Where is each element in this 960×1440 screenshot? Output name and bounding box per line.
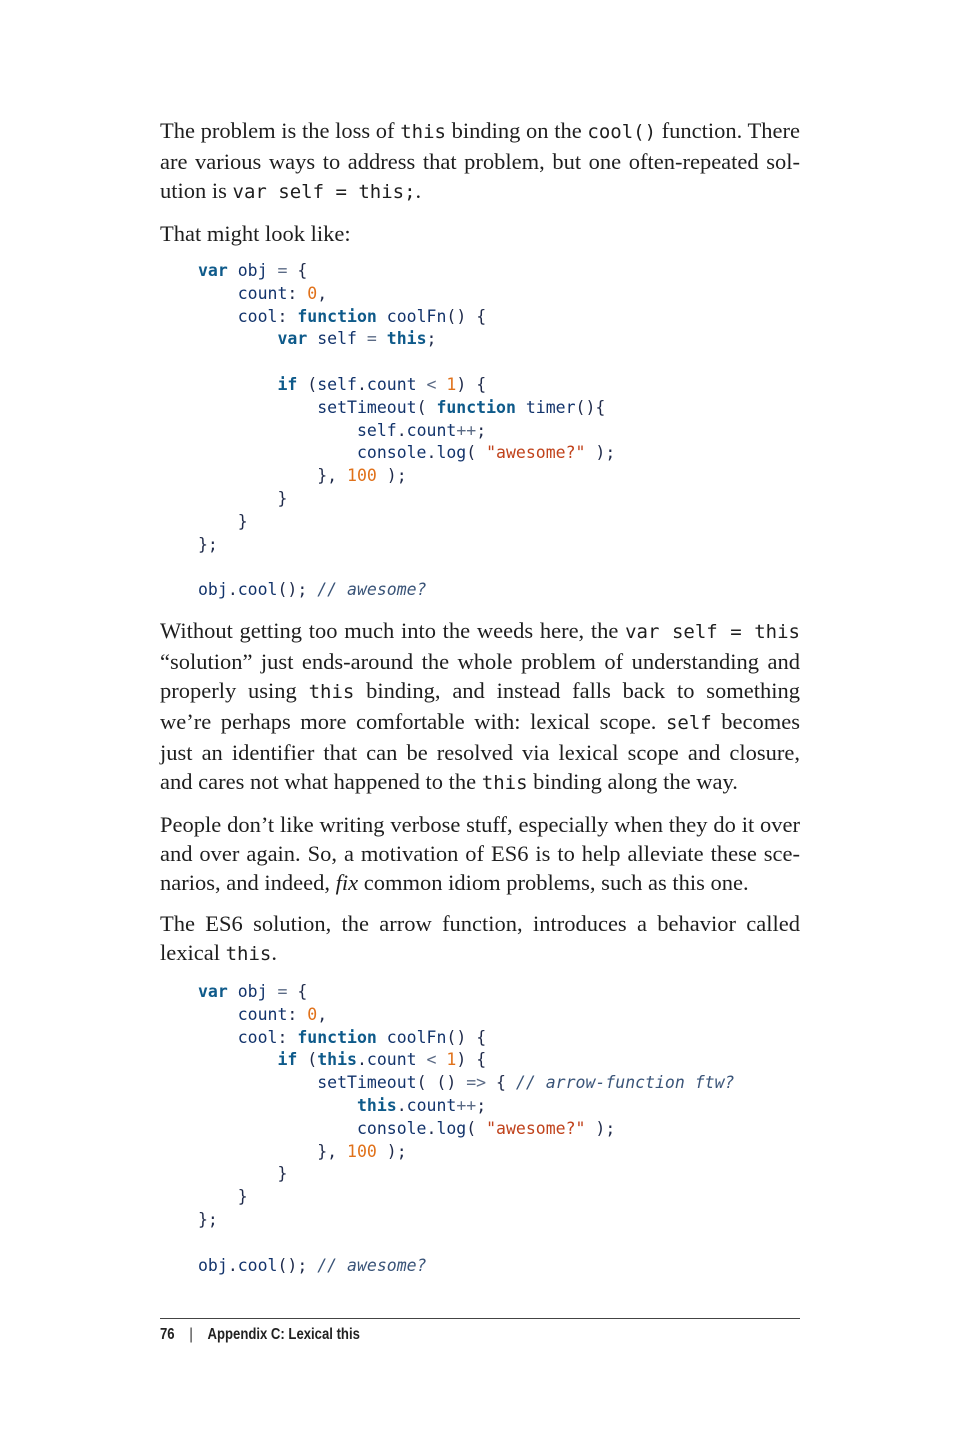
text-run: binding on the [445,118,588,143]
code-line: count: 0, [237,283,328,303]
code-line: }, 100 ); [198,466,407,486]
inline-code: this [481,771,528,794]
code-line: self.count++; [356,420,487,440]
text-run: Without getting too much into the weeds here, the [160,617,626,643]
code-listing-arrow [198,981,800,1277]
inline-code: this [225,942,272,965]
code-line: this.count++; [356,1095,487,1115]
inline-code: self [665,711,712,734]
paragraph-problem [160,116,800,207]
text-run: binding, and instead falls back to something we’re perhaps more comfortable with: lexical scope. [160,677,800,734]
footer-divider [160,1318,800,1319]
code-line: } [198,1187,248,1207]
code-line: if (self.count < 1) { [277,374,487,394]
text-run: common idiom problems, such as this one. [358,869,749,895]
code-line [198,1232,800,1255]
page-footer [160,1326,360,1344]
inline-code: cool() [587,121,657,143]
code-line: }; [198,534,218,554]
text-run: binding along the way. [527,768,738,794]
page-number: 76 [160,1326,175,1343]
code-line: if (this.count < 1) { [277,1050,487,1070]
code-line: cool: function coolFn() { [237,1027,487,1047]
code-line: console.log( "awesome?" ); [356,443,616,463]
code-line: var obj = { [198,981,308,1001]
inline-code: this [400,121,446,143]
code-line [198,351,800,374]
code-line: } [198,511,248,531]
paragraph-explanation [160,616,800,798]
code-line: cool: function coolFn() { [237,306,487,326]
text-run: People don’t like writing verbose stuff, especially when they do it over and over again. So, a motivation of ES6 is to help alleviate these scenarios, and indeed, [160,811,800,895]
code-line: var obj = { [198,261,308,280]
code-line: console.log( "awesome?" ); [356,1118,616,1138]
footer-separator: | [189,1326,193,1343]
inline-code: this [308,680,355,703]
page-content [160,116,800,1291]
code-listing-self [198,260,800,602]
text-run: . [415,178,422,203]
code-line [198,556,800,579]
code-line: var self = this; [277,329,437,349]
text-run: The ES6 solution, the arrow function, introduces a behavior called lexical [160,910,800,965]
code-line: } [198,1164,288,1184]
code-line: setTimeout( () => { // arrow-function ftw? [317,1073,735,1093]
code-line: obj.cool(); // awesome? [198,580,427,600]
paragraph-motivation [160,810,800,897]
emphasis: fix [335,869,359,895]
text-run: . [271,939,277,965]
paragraph-es6-solution [160,909,800,969]
code-line: obj.cool(); // awesome? [198,1255,427,1275]
code-line: } [198,488,288,508]
code-line: count: 0, [237,1004,328,1024]
text-run: becomes just an identifier that can be resolved via lexical scope and closure, and cares not what happened to the [160,708,800,794]
text-run: “solution” just ends-around the whole problem of understanding and properly using [160,648,800,703]
inline-code: var self = this; [232,181,416,203]
inline-code: var self = this [625,620,800,643]
code-line: }; [198,1209,218,1229]
paragraph-intro: That might look like: [160,221,351,246]
text-run: function. There are various ways to address that problem, but one often-repeated solution is [160,118,801,203]
code-line: setTimeout( function timer(){ [317,397,606,417]
running-title: Appendix C: Lexical this [207,1326,360,1343]
text-run: The problem is the loss of [160,118,401,143]
code-line: }, 100 ); [198,1141,407,1161]
